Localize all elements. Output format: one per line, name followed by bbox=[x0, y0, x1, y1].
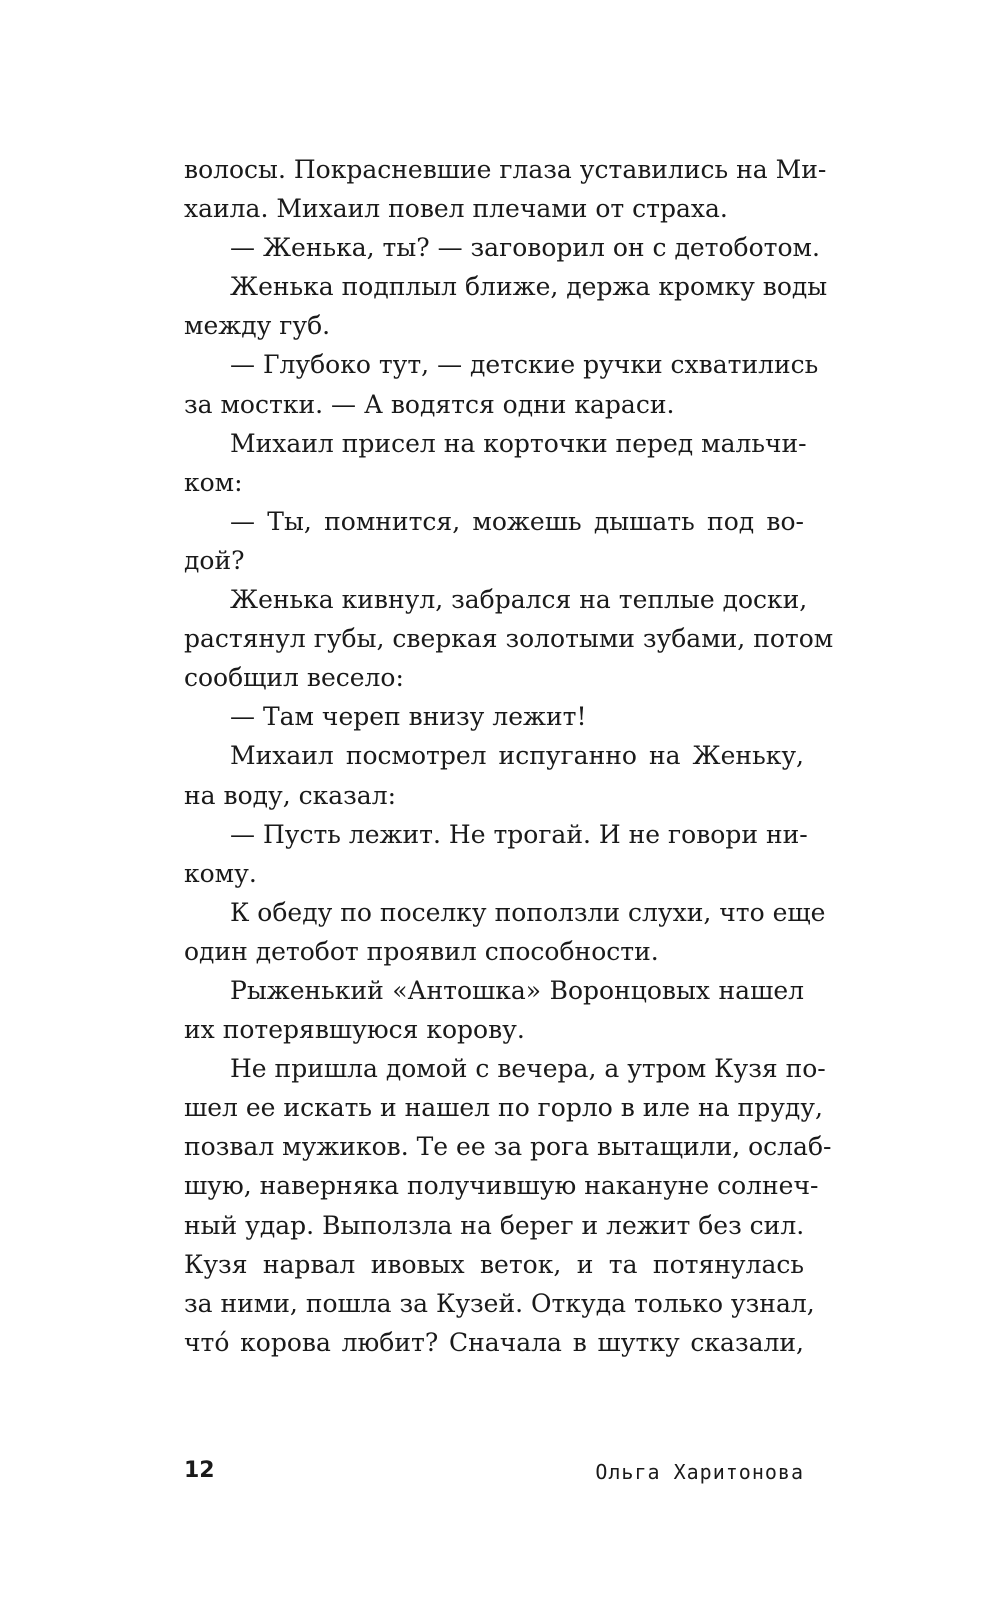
text-line: за мостки. — А водятся одни караси. bbox=[184, 389, 675, 419]
text-line: между губ. bbox=[184, 311, 331, 341]
text-line: ком: bbox=[184, 467, 243, 497]
text-line: шел ее искать и нашел по горло в иле на пруду, bbox=[184, 1093, 823, 1123]
text-line: Рыженький «Антошка» Воронцовых нашел bbox=[230, 975, 804, 1005]
text-line: позвал мужиков. Те ее за рога вытащили, ослаб- bbox=[184, 1132, 832, 1162]
text-line: Михаил присел на корточки перед мальчи- bbox=[230, 428, 807, 458]
running-footer-author: Ольга Харитонова bbox=[595, 1460, 804, 1484]
text-line: — Пусть лежит. Не трогай. И не говори ни- bbox=[230, 819, 808, 849]
text-line: К обеду по поселку поползли слухи, что еще bbox=[230, 897, 826, 927]
text-line: их потерявшуюся корову. bbox=[184, 1015, 525, 1045]
page-number: 12 bbox=[184, 1458, 215, 1483]
text-line: ный удар. Выползла на берег и лежит без сил. bbox=[184, 1210, 805, 1240]
text-line: — Ты, помнится, можешь дышать под во- bbox=[230, 506, 804, 536]
text-line: — Там череп внизу лежит! bbox=[230, 702, 587, 732]
text-line: дой? bbox=[184, 545, 245, 575]
text-line: Михаил посмотрел испуганно на Женьку, bbox=[230, 741, 804, 771]
text-line: что́ корова любит? Сначала в шутку сказали, bbox=[184, 1327, 804, 1357]
text-line: Не пришла домой с вечера, а утром Кузя по- bbox=[230, 1054, 826, 1084]
text-line: хаила. Михаил повел плечами от страха. bbox=[184, 194, 728, 224]
text-line: на воду, сказал: bbox=[184, 780, 397, 810]
page-footer bbox=[184, 1458, 804, 1498]
text-line: Женька подплыл ближе, держа кромку воды bbox=[230, 272, 828, 302]
text-line: волосы. Покрасневшие глаза уставились на Ми- bbox=[184, 155, 827, 184]
text-line: Женька кивнул, забрался на теплые доски, bbox=[230, 585, 808, 615]
text-line: шую, наверняка получившую накануне солнеч- bbox=[184, 1171, 819, 1201]
text-line: Кузя нарвал ивовых веток, и та потянулась bbox=[184, 1249, 804, 1279]
text-line: сообщил весело: bbox=[184, 663, 404, 693]
text-line: кому. bbox=[184, 858, 257, 888]
text-line: один детобот проявил способности. bbox=[184, 936, 659, 966]
text-line: за ними, пошла за Кузей. Откуда только узнал, bbox=[184, 1288, 815, 1318]
body-text bbox=[184, 150, 834, 1362]
text-line: растянул губы, сверкая золотыми зубами, потом bbox=[184, 624, 834, 654]
text-line: — Женька, ты? — заговорил он с детоботом. bbox=[230, 233, 820, 263]
text-line: — Глубоко тут, — детские ручки схватились bbox=[230, 350, 819, 380]
